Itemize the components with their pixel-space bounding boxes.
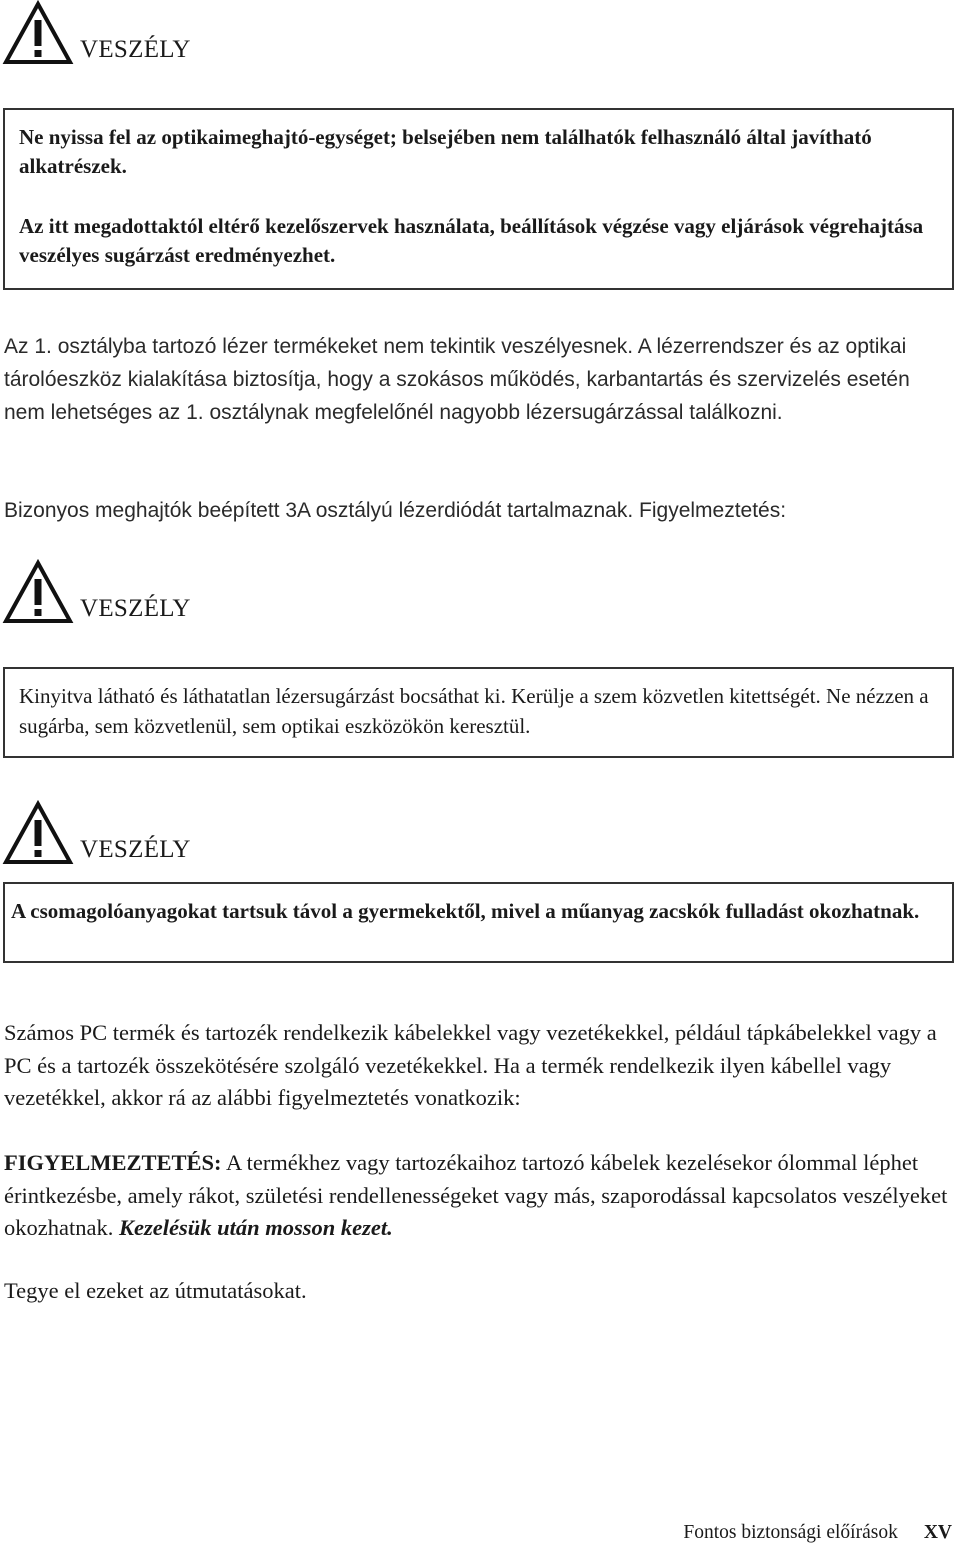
danger-heading-3 (2, 800, 191, 866)
danger-title: VESZÉLY (80, 836, 191, 863)
danger-text: A csomagolóanyagokat tartsuk távol a gyermekektől, mivel a műanyag zacskók fulladást okozhatnak. (11, 899, 920, 923)
warning-triangle-icon (2, 0, 74, 66)
page-footer (683, 1522, 952, 1544)
cable-paragraph: Számos PC termék és tartozék rendelkezik kábelekkel vagy vezetékekkel, például tápkábelekkel vagy a PC és a tartozék összekötésére szolgáló vezetékekkel. Ha a termék rendelkezik ilyen kábellel vagy vezetékkel, akkor rá az alábbi figyelmeztetés vonatkozik: (4, 1020, 937, 1110)
closing-text: Tegye el ezeket az útmutatásokat. (4, 1278, 307, 1303)
danger-title: VESZÉLY (80, 595, 191, 622)
danger-text: Az itt megadottaktól eltérő kezelőszervek használata, beállítások végzése vagy eljárások végrehajtása veszélyes sugárzást eredményezhet. (19, 214, 924, 267)
danger-box-2 (3, 667, 954, 758)
laser-warning-intro: Bizonyos meghajtók beépített 3A osztályú lézerdiódát tartalmaznak. Figyelmeztetés: (4, 499, 787, 522)
page-number: XV (923, 1522, 952, 1543)
danger-text: Ne nyissa fel az optikaimeghajtó-egységet; belsejében nem találhatók felhasználó által javítható alkatrészek. (19, 125, 872, 178)
warning-emphasis: Kezelésük után mosson kezet. (118, 1215, 393, 1240)
warning-triangle-icon (2, 559, 74, 625)
danger-box-3 (3, 882, 954, 963)
danger-title: VESZÉLY (80, 36, 191, 63)
warning-triangle-icon (2, 800, 74, 866)
footer-section-title: Fontos biztonsági előírások (683, 1522, 898, 1543)
warning-text: A termékhez vagy tartozékaihoz tartozó kábelek kezelésekor ólommal léphet érintkezésbe, amely rákot, születési rendellenességeket vagy más, szaporodással kapcsolatos veszélyeket okozhatnak. (4, 1150, 948, 1240)
danger-text: Kinyitva látható és láthatatlan lézersugárzást bocsáthat ki. Kerülje a szem közvetlen kitettségét. Ne nézzen a sugárba, sem közvetlenül, sem optikai eszközökön keresztül. (19, 684, 929, 738)
warning-label: FIGYELMEZTETÉS: (4, 1150, 222, 1175)
danger-heading-1 (2, 0, 191, 66)
lead-warning-paragraph (4, 1147, 956, 1245)
danger-box-1 (3, 108, 954, 290)
laser-paragraph: Az 1. osztályba tartozó lézer termékeket nem tekintik veszélyesnek. A lézerrendszer és az optikai tárolóeszköz kialakítása biztosítja, hogy a szokásos működés, karbantartás és szervizelés esetén nem lehetséges az 1. osztálynak megfelelőnél nagyobb lézersugárzással találkozni. (4, 335, 910, 424)
danger-heading-2 (2, 559, 191, 625)
